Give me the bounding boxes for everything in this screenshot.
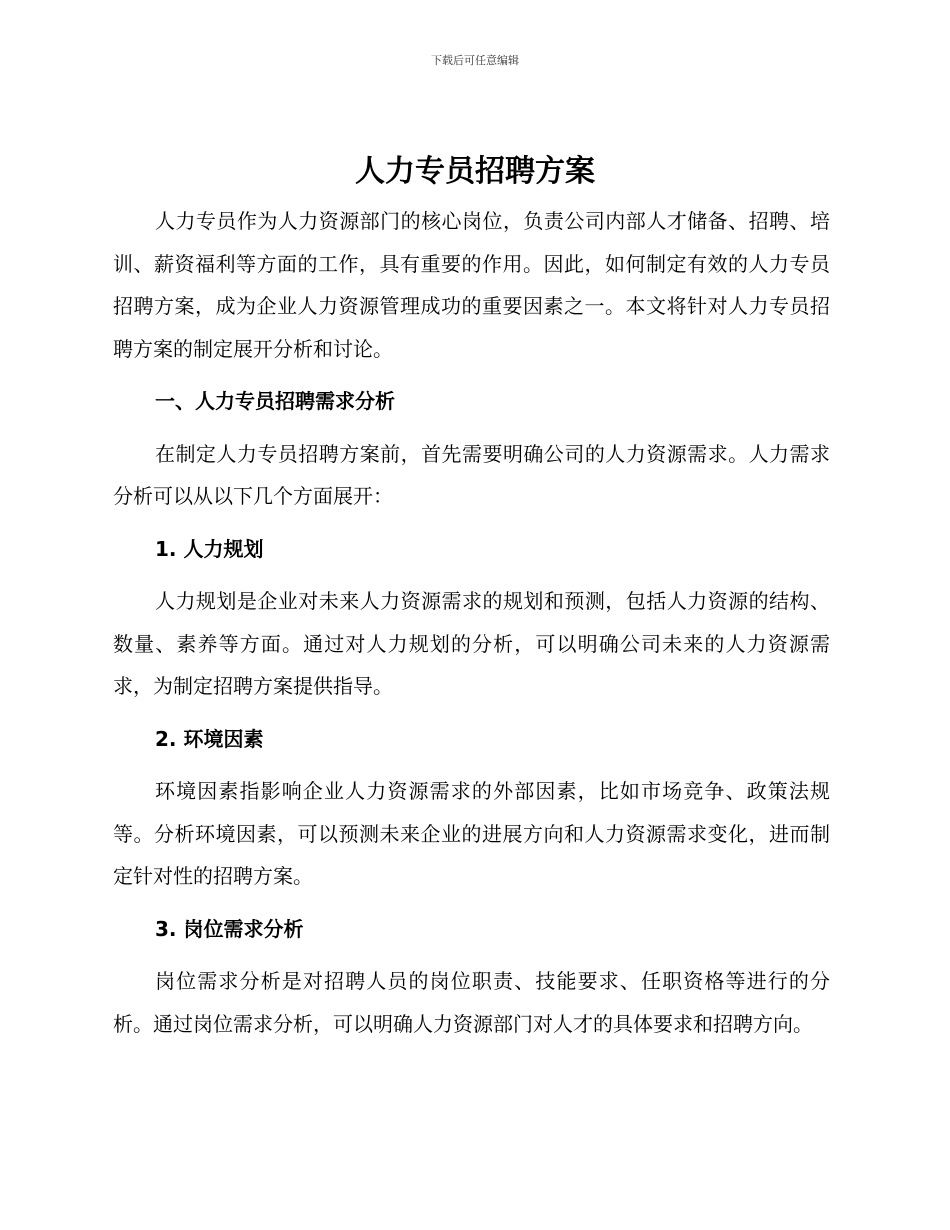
- section-heading-demand-analysis: 一、人力专员招聘需求分析: [155, 389, 395, 413]
- header-note: 下载后可任意编辑: [431, 54, 519, 67]
- document-body: [113, 200, 830, 1045]
- intro-paragraph: 人力专员作为人力资源部门的核心岗位，负责公司内部人才储备、招聘、培训、薪资福利等方面的工作，具有重要的作用。因此，如何制定有效的人力专员招聘方案，成为企业人力资源管理成功的重要因素之一。本文将针对人力专员招聘方案的制定展开分析和讨论。: [113, 209, 830, 361]
- item-paragraph-position-demand: 岗位需求分析是对招聘人员的岗位职责、技能要求、任职资格等进行的分析。通过岗位需求分析，可以明确人力资源部门对人才的具体要求和招聘方向。: [113, 969, 830, 1036]
- item-heading-manpower-planning: 1. 人力规划: [155, 536, 264, 561]
- item-heading-environment: 2. 环境因素: [155, 726, 264, 751]
- page-title: 人力专员招聘方案: [355, 154, 595, 189]
- item-heading-position-demand: 3. 岗位需求分析: [155, 916, 304, 941]
- item-paragraph-environment: 环境因素指影响企业人力资源需求的外部因素，比如市场竞争、政策法规等。分析环境因素，可以预测未来企业的进展方向和人力资源需求变化，进而制定针对性的招聘方案。: [113, 779, 830, 888]
- item-paragraph-manpower-planning: 人力规划是企业对未来人力资源需求的规划和预测，包括人力资源的结构、数量、素养等方面。通过对人力规划的分析，可以明确公司未来的人力资源需求，为制定招聘方案提供指导。: [113, 589, 830, 698]
- section-paragraph-demand-analysis: 在制定人力专员招聘方案前，首先需要明确公司的人力资源需求。人力需求分析可以从以下几个方面展开：: [113, 441, 830, 508]
